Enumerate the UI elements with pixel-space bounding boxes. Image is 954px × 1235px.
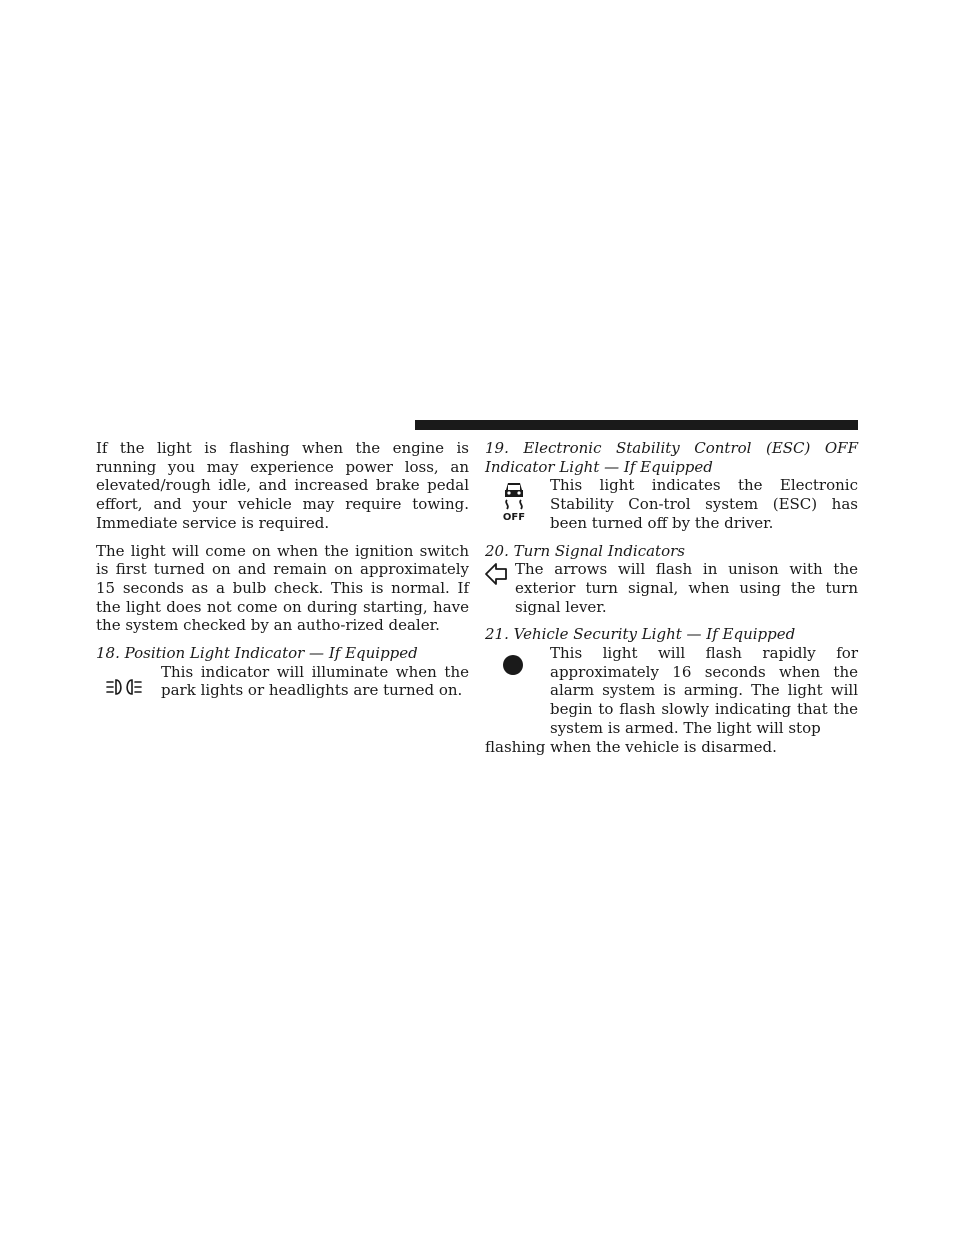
section-turn-signal bbox=[485, 560, 858, 616]
heading-position-light: 18. Position Light Indicator — If Equipped bbox=[96, 644, 418, 663]
right-column bbox=[485, 439, 858, 756]
left-column bbox=[96, 439, 469, 700]
paragraph-bulb-check: The light will come on when the ignition switch is first turned on and remain on approximately 15 seconds as a bulb check. This is normal. If the light does not come on during starting, have the system checked by an autho-rized dealer. bbox=[96, 541, 469, 635]
header-bar bbox=[415, 420, 858, 430]
vehicle-security-body: This light will flash rapidly for approximately 16 seconds when the alarm system is arming. The light will begin to flash slowly indicating that the system is armed. The light will stop bbox=[550, 644, 858, 737]
heading-esc-off: 19. Electronic Stability Control (ESC) OFF Indicator Light — If Equipped bbox=[485, 439, 858, 476]
security-light-icon bbox=[502, 654, 524, 681]
section-esc-off bbox=[485, 476, 858, 532]
section-position-light bbox=[96, 663, 469, 700]
turn-signal-body: The arrows will flash in unison with the exterior turn signal, when using the turn signal lever. bbox=[515, 560, 858, 616]
paragraph-flashing-light: If the light is flashing when the engine is running you may experience power loss, an elevated/rough idle, and increased brake pedal effort, and your vehicle may require towing. Immediate service is required. bbox=[96, 439, 469, 532]
heading-turn-signal: 20. Turn Signal Indicators bbox=[485, 541, 685, 560]
position-light-body: This indicator will illuminate when the park lights or headlights are turned on. bbox=[161, 662, 469, 700]
heading-vehicle-security: 21. Vehicle Security Light — If Equipped bbox=[485, 625, 796, 644]
turn-signal-arrow-icon bbox=[484, 562, 508, 591]
esc-off-body: This light indicates the Electronic Stability Con-trol system (ESC) has been turned off by the driver. bbox=[550, 476, 858, 532]
section-vehicle-security bbox=[485, 644, 858, 738]
position-light-icon bbox=[106, 677, 144, 702]
vehicle-security-body-continued: flashing when the vehicle is disarmed. bbox=[485, 737, 777, 756]
esc-off-icon bbox=[499, 480, 529, 527]
esc-off-icon-text: OFF bbox=[502, 512, 526, 523]
